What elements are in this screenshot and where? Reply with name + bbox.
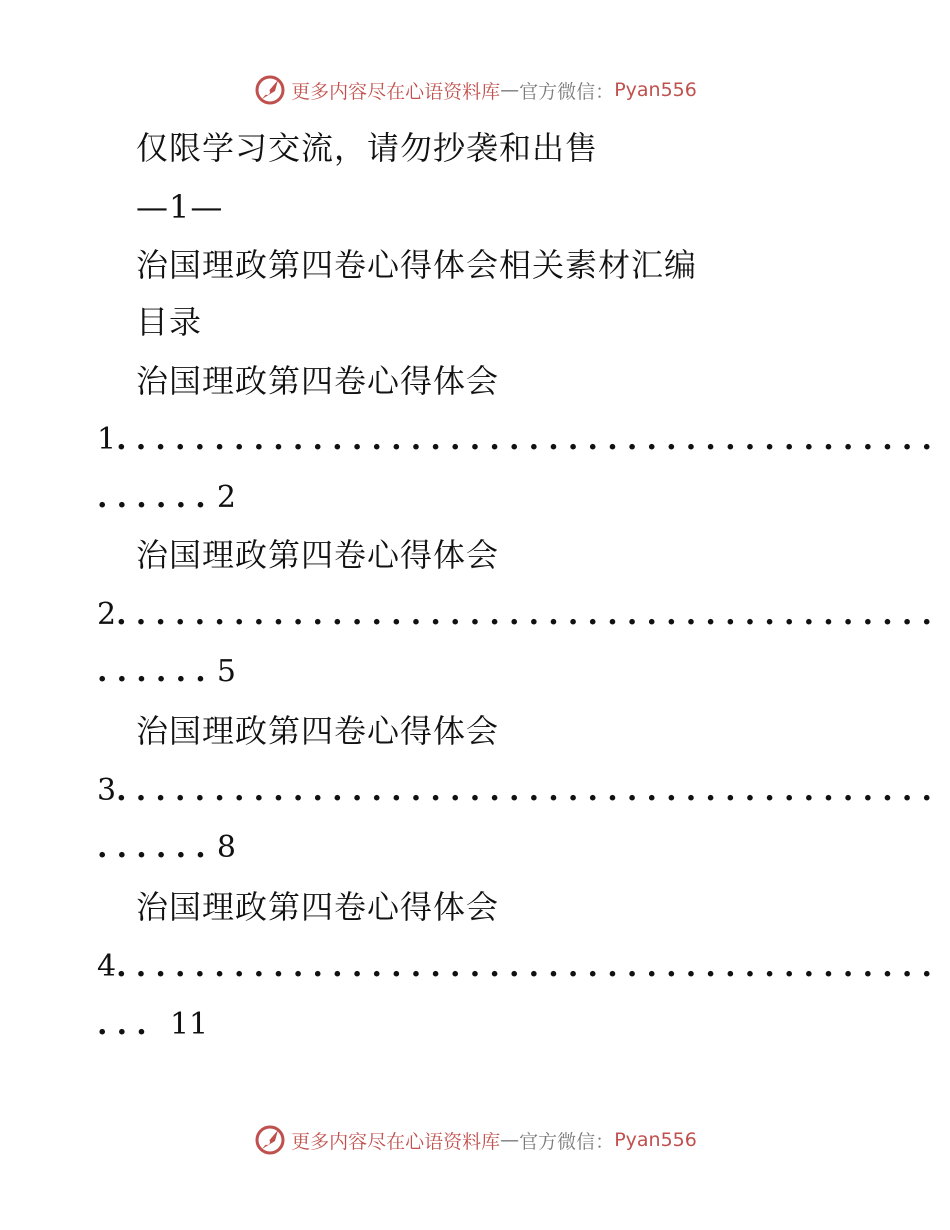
toc-entry-page-line: ......8 bbox=[97, 830, 236, 865]
toc-entry-page: 8 bbox=[216, 830, 236, 865]
toc-entry-number: 3 bbox=[97, 773, 117, 808]
banner-wechat-id: Pyan556 bbox=[614, 1129, 697, 1151]
toc-entry-title: 治国理政第四卷心得体会 bbox=[136, 362, 500, 400]
toc-entry-page-line: ......5 bbox=[97, 654, 236, 689]
quill-logo-icon bbox=[253, 1123, 287, 1157]
toc-entry-number: 4 bbox=[97, 949, 117, 984]
toc-entry-leader: 1.......................................... bbox=[97, 422, 942, 457]
banner-separator: — bbox=[500, 79, 520, 101]
toc-entry-page-line: ... 11 bbox=[97, 1007, 209, 1042]
toc-entry-title: 治国理政第四卷心得体会 bbox=[136, 712, 500, 750]
toc-entry-leader: 2.......................................... bbox=[97, 597, 942, 632]
toc-entry-number: 1 bbox=[97, 422, 117, 457]
notice-text: 仅限学习交流，请勿抄袭和出售 bbox=[136, 129, 599, 167]
document-title: 治国理政第四卷心得体会相关素材汇编 bbox=[136, 246, 698, 284]
footer-banner bbox=[0, 1120, 950, 1160]
banner-wechat-label: 官方微信： bbox=[519, 1130, 615, 1153]
banner-main-text: 更多内容尽在心语资料库 bbox=[291, 1130, 501, 1153]
toc-entry-page: 2 bbox=[216, 480, 236, 515]
toc-entry-leader: 3.......................................... bbox=[97, 773, 942, 808]
banner-separator: — bbox=[500, 1129, 520, 1151]
header-banner bbox=[0, 70, 950, 110]
toc-entry-page: 11 bbox=[169, 1007, 209, 1042]
toc-entry-title: 治国理政第四卷心得体会 bbox=[136, 536, 500, 574]
page-marker: —1— bbox=[136, 188, 224, 226]
toc-entry-page-line: ......2 bbox=[97, 480, 236, 515]
banner-main-text: 更多内容尽在心语资料库 bbox=[291, 80, 501, 103]
banner-wechat-label: 官方微信： bbox=[519, 80, 615, 103]
quill-logo-icon bbox=[253, 73, 287, 107]
toc-entry-leader: 4.......................................... bbox=[97, 949, 942, 984]
banner-wechat-id: Pyan556 bbox=[614, 79, 697, 101]
toc-heading: 目录 bbox=[136, 303, 203, 341]
toc-entry-page: 5 bbox=[216, 654, 236, 689]
toc-entry-number: 2 bbox=[97, 597, 117, 632]
toc-entry-title: 治国理政第四卷心得体会 bbox=[136, 888, 500, 926]
